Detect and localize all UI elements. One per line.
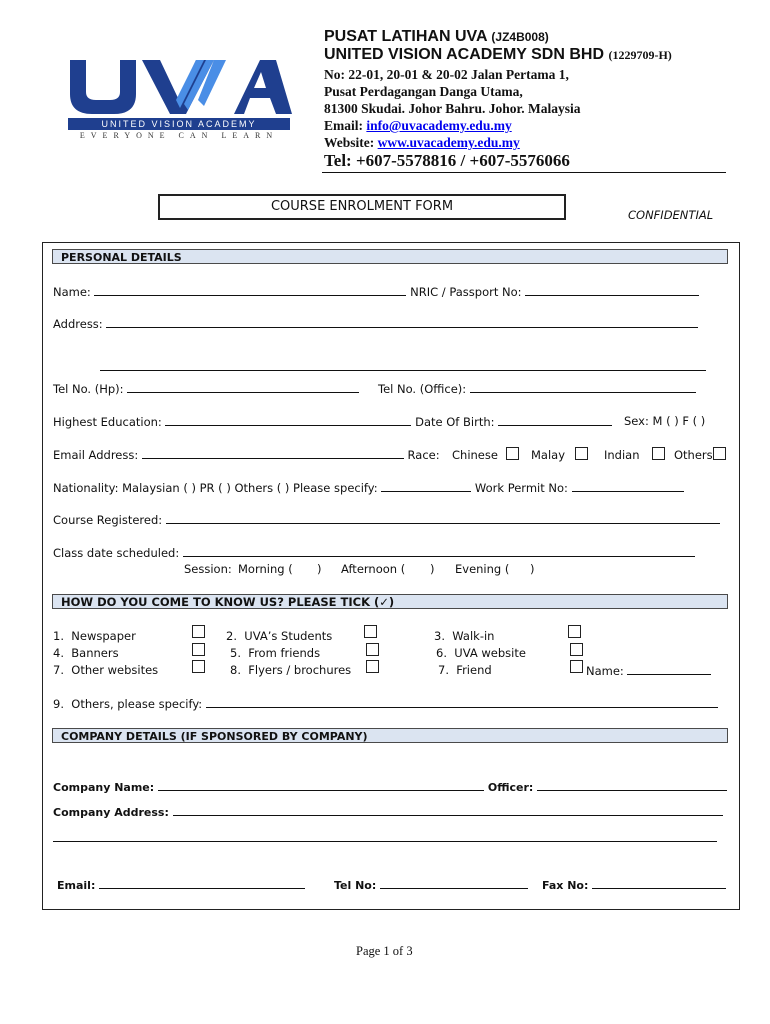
email-input[interactable] xyxy=(142,447,404,459)
company-address-row: Company Address: xyxy=(53,804,723,819)
company-address-line-2 xyxy=(53,830,717,842)
session-afternoon[interactable]: Afternoon ( xyxy=(341,562,406,576)
others-specify-input[interactable] xyxy=(206,696,718,708)
form-title: COURSE ENROLMENT FORM xyxy=(270,199,454,214)
header-address2: Pusat Perdagangan Danga Utama, xyxy=(324,84,523,99)
option-flyers: 8. Flyers / brochures xyxy=(230,663,352,677)
uva-logo-letters xyxy=(64,54,294,116)
company-tel-input[interactable] xyxy=(380,877,528,889)
section-company-details: COMPANY DETAILS (IF SPONSORED BY COMPANY) xyxy=(52,728,728,743)
header-tel: Tel: +607-5578816 / +607-5576066 xyxy=(324,151,570,170)
company-fax-row: Fax No: xyxy=(542,877,726,892)
header-address1: No: 22-01, 20-01 & 20-02 Jalan Pertama 1, xyxy=(324,67,569,82)
friend-name-row: Name: xyxy=(586,663,711,678)
course-row: Course Registered: xyxy=(53,512,720,527)
option-uva-students: 2. UVA’s Students xyxy=(226,629,333,643)
friend-name-input[interactable] xyxy=(627,663,711,675)
dob-input[interactable] xyxy=(498,414,612,426)
race-others: Others xyxy=(674,447,726,462)
work-permit-input[interactable] xyxy=(572,480,684,492)
address-input-2[interactable] xyxy=(100,359,706,371)
walk-in-checkbox[interactable] xyxy=(568,625,581,638)
tel-row: Tel No. (Hp): xyxy=(53,381,359,396)
education-input[interactable] xyxy=(165,414,411,426)
logo-tagline: EVERYONE CAN LEARN xyxy=(79,131,279,140)
officer-input[interactable] xyxy=(537,779,727,791)
banners-checkbox[interactable] xyxy=(192,643,205,656)
nationality-specify-input[interactable] xyxy=(381,480,471,492)
tel-office-input[interactable] xyxy=(470,381,696,393)
company-name-input[interactable] xyxy=(158,779,484,791)
other-websites-checkbox[interactable] xyxy=(192,660,205,673)
option-other-websites: 7. Other websites xyxy=(53,663,159,677)
session-evening-close: ) xyxy=(530,562,535,576)
address-input-1[interactable] xyxy=(106,316,698,328)
header-line1: PUSAT LATIHAN UVA (JZ4B008) xyxy=(324,28,549,45)
header-rule xyxy=(322,172,726,173)
option-friend: 7. Friend xyxy=(438,663,492,677)
others-specify-row: 9. Others, please specify: xyxy=(53,696,718,711)
uva-website-checkbox[interactable] xyxy=(570,643,583,656)
race-malay: Malay xyxy=(531,447,588,462)
name-input[interactable] xyxy=(94,284,406,296)
session-morning-close: ) xyxy=(317,562,322,576)
option-newspaper: 1. Newspaper xyxy=(53,629,136,643)
company-address-input[interactable] xyxy=(173,804,723,816)
website-link[interactable]: www.uvacademy.edu.my xyxy=(377,135,520,150)
session-label: Session: xyxy=(184,562,232,576)
form-title-box xyxy=(158,194,566,220)
email-row: Email Address: Race: xyxy=(53,448,440,462)
company-tel-row: Tel No: xyxy=(334,877,528,892)
section-know-us: HOW DO YOU COME TO KNOW US? PLEASE TICK (✓) xyxy=(52,594,728,609)
race-others-checkbox[interactable] xyxy=(713,447,726,460)
class-date-input[interactable] xyxy=(183,545,695,557)
nationality-row: Nationality: Malaysian ( ) PR ( ) Others ( ) Please specify: Work Permit No: xyxy=(53,480,684,495)
class-date-row: Class date scheduled: xyxy=(53,545,695,560)
company-email-row: Email: xyxy=(57,877,305,892)
name-row: Name: NRIC / Passport No: xyxy=(53,284,699,299)
header-line2: UNITED VISION ACADEMY SDN BHD (1229709-H) xyxy=(324,46,672,63)
session-morning[interactable]: Morning ( xyxy=(238,562,293,576)
address-line-2 xyxy=(100,359,706,371)
uva-students-checkbox[interactable] xyxy=(364,625,377,638)
company-fax-input[interactable] xyxy=(592,877,726,889)
from-friends-checkbox[interactable] xyxy=(366,643,379,656)
company-email-input[interactable] xyxy=(99,877,305,889)
tel-hp-input[interactable] xyxy=(127,381,359,393)
address-row: Address: xyxy=(53,316,698,331)
race-malay-checkbox[interactable] xyxy=(575,447,588,460)
race-chinese-checkbox[interactable] xyxy=(506,447,519,460)
course-input[interactable] xyxy=(166,512,720,524)
option-from-friends: 5. From friends xyxy=(230,646,321,660)
race-chinese: Chinese xyxy=(452,447,519,462)
confidential-label: CONFIDENTIAL xyxy=(628,208,714,222)
company-address-input-2[interactable] xyxy=(53,830,717,842)
newspaper-checkbox[interactable] xyxy=(192,625,205,638)
uva-logo xyxy=(64,54,294,144)
session-evening[interactable]: Evening ( xyxy=(455,562,510,576)
option-banners: 4. Banners xyxy=(53,646,119,660)
page-number: Page 1 of 3 xyxy=(356,944,413,958)
company-name-row: Company Name: Officer: xyxy=(53,779,727,794)
friend-checkbox[interactable] xyxy=(570,660,583,673)
tel-office-row: Tel No. (Office): xyxy=(378,381,696,396)
email-link[interactable]: info@uvacademy.edu.my xyxy=(366,118,512,133)
header-email: Email: info@uvacademy.edu.my xyxy=(324,118,512,133)
flyers-checkbox[interactable] xyxy=(366,660,379,673)
logo-band: UNITED VISION ACADEMY xyxy=(68,118,290,130)
option-walk-in: 3. Walk-in xyxy=(434,629,495,643)
session-afternoon-close: ) xyxy=(430,562,435,576)
nric-input[interactable] xyxy=(525,284,699,296)
header-website: Website: www.uvacademy.edu.my xyxy=(324,135,520,150)
option-uva-website: 6. UVA website xyxy=(436,646,526,660)
sex-field[interactable]: Sex: M ( ) F ( ) xyxy=(624,414,706,428)
race-indian-checkbox[interactable] xyxy=(652,447,665,460)
section-personal-details: PERSONAL DETAILS xyxy=(52,249,728,264)
header-address3: 81300 Skudai. Johor Bahru. Johor. Malaysia xyxy=(324,101,581,116)
race-indian: Indian xyxy=(604,447,665,462)
education-row: Highest Education: Date Of Birth: xyxy=(53,414,612,429)
